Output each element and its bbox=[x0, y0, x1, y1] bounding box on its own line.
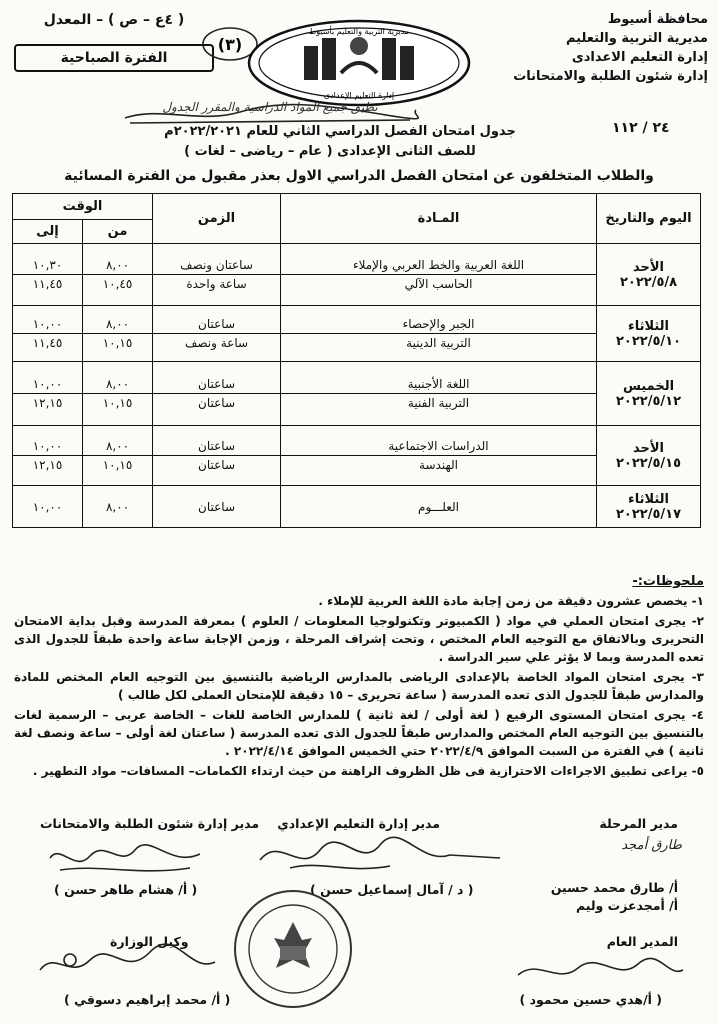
duration-value: ساعة واحدة bbox=[153, 274, 280, 293]
title-line-2: للصف الثانى الإعدادى ( عام – رياضى – لغات ) bbox=[184, 144, 476, 159]
note-item: ١- يخصص عشرون دقيقة من زمن إجابة مادة اللغة العربية للإملاء . bbox=[318, 594, 704, 608]
official-seal-icon bbox=[232, 888, 354, 1010]
undersecretary-name: ( أ/ محمد إبراهيم دسوقي ) bbox=[64, 992, 231, 1007]
to-cell bbox=[13, 244, 83, 306]
svg-text:إدارة التعليم الإعدادى: إدارة التعليم الإعدادى bbox=[323, 91, 395, 100]
to-value: ١٠,٠٠ bbox=[32, 377, 63, 391]
directorate-logo-icon bbox=[246, 18, 472, 108]
to-value: ١٠,٠٠ bbox=[32, 317, 63, 331]
day-date: ٢٠٢٢/٥/١٧ bbox=[615, 506, 682, 522]
dept-prep: إدارة التعليم الاعدادى bbox=[571, 50, 708, 65]
col-header-to: إلى bbox=[13, 220, 83, 244]
to-value: ١٠,٠٠ bbox=[32, 439, 63, 453]
duration-cell bbox=[153, 306, 281, 362]
from-value: ٨,٠٠ bbox=[105, 317, 130, 331]
duration-value: ساعتان bbox=[198, 499, 235, 514]
general-director-name: ( أ/هدي حسين محمود ) bbox=[519, 992, 662, 1007]
subject-value: اللغة العربية والخط العربي والإملاء bbox=[352, 258, 525, 272]
to-value: ١٢,١٥ bbox=[13, 393, 82, 412]
reference-number: ٢٤ / ١١٢ bbox=[612, 120, 670, 136]
from-value: ٨,٠٠ bbox=[105, 439, 130, 453]
duration-value: ساعتان ونصف bbox=[180, 258, 253, 272]
from-cell bbox=[83, 362, 153, 426]
notes-list bbox=[14, 592, 704, 782]
subject-value: التربية الدينية bbox=[281, 333, 596, 352]
from-value: ١٠,١٥ bbox=[83, 393, 152, 412]
day-cell bbox=[597, 486, 701, 528]
subject-value: اللغة الأجنبية bbox=[407, 377, 470, 391]
duration-value: ساعة ونصف bbox=[153, 333, 280, 352]
from-cell bbox=[83, 486, 153, 528]
subject-cell bbox=[281, 362, 597, 426]
governorate: محافظة أسيوط bbox=[607, 12, 708, 27]
subject-value: الهندسة bbox=[281, 455, 596, 474]
duration-cell bbox=[153, 362, 281, 426]
to-cell bbox=[13, 486, 83, 528]
duration-value: ساعتان bbox=[198, 377, 235, 391]
to-value: ١١,٤٥ bbox=[13, 333, 82, 352]
handwritten-note: تطبق جميع المواد الدراسية والمقرر الجدول bbox=[120, 98, 420, 128]
exam-schedule-table bbox=[12, 193, 701, 528]
day-cell bbox=[597, 244, 701, 306]
prep-director-title: مدير إدارة التعليم الإعدادي bbox=[277, 816, 440, 831]
day-name: الثلاثاء bbox=[628, 491, 669, 507]
col-header-subject: المـادة bbox=[281, 194, 597, 244]
from-value: ١٠,١٥ bbox=[83, 333, 152, 352]
subject-cell bbox=[281, 306, 597, 362]
subject-cell bbox=[281, 486, 597, 528]
from-value: ٨,٠٠ bbox=[105, 499, 130, 514]
duration-value: ساعتان bbox=[198, 439, 235, 453]
affairs-director-name: ( أ/ هشام طاهر حسن ) bbox=[54, 882, 198, 897]
duration-value: ساعتان bbox=[198, 317, 235, 331]
table-row bbox=[13, 426, 701, 486]
affairs-director-signature-icon bbox=[40, 838, 210, 883]
duration-cell bbox=[153, 426, 281, 486]
to-value: ١١,٤٥ bbox=[13, 274, 82, 293]
note-item: ٣- يجرى امتحان المواد الخاصة بالإعدادى الرياضى بالمدارس الرياضية بالتنسيق بين التوجيه العام المختص للمادة والمدارس طبقاً للجدول الذى تعده المدرسة ( ساعة تحريرى – ١٥ دقيقة للإمتحان العملى لكل طالب ) bbox=[14, 670, 704, 702]
from-value: ١٠,٤٥ bbox=[83, 274, 152, 293]
day-date: ٢٠٢٢/٥/٨ bbox=[619, 274, 678, 290]
notes-title: ملحوظات:- bbox=[632, 574, 704, 589]
title-line-1: جدول امتحان الفصل الدراسي الثاني للعام ٢٠٢٢/٢٠٢١م bbox=[164, 124, 516, 139]
col-header-from: من bbox=[83, 220, 153, 244]
stage-director-name-1: أ/ طارق محمد حسين bbox=[550, 880, 678, 895]
day-cell bbox=[597, 306, 701, 362]
subject-value: العلـــوم bbox=[418, 499, 459, 514]
note-item: ٢- يجرى امتحان العملي في مواد ( الكمبيوتر وتكنولوجيا المعلومات / العلوم ) بمعرفة المدرسة وقبل بداية الامتحان التحريرى وبالاتفاق مع التوجيه العام المختص ، وتحت إشراف المرحلة ، وزمن الإجابة ساعة واحدة طبقاً للجدول الذى تعده المدرسة وبما لا يؤثر علي سير الدراسة . bbox=[14, 614, 704, 664]
shift-label: الفترة الصباحية bbox=[14, 44, 214, 72]
day-name: الأحد bbox=[633, 440, 665, 456]
table-row bbox=[13, 244, 701, 306]
to-cell bbox=[13, 362, 83, 426]
issuer-header bbox=[488, 10, 708, 86]
from-value: ١٠,١٥ bbox=[83, 455, 152, 474]
undersecretary-signature-icon bbox=[30, 940, 220, 990]
stage-handwritten-signature: طارق أمجد bbox=[621, 838, 682, 853]
duration-cell bbox=[153, 244, 281, 306]
day-date: ٢٠٢٢/٥/١٥ bbox=[615, 455, 682, 471]
to-value: ١٠,٣٠ bbox=[32, 258, 63, 272]
day-cell bbox=[597, 426, 701, 486]
duration-value: ساعتان bbox=[153, 393, 280, 412]
general-director-title: المدير العام bbox=[606, 934, 678, 949]
day-cell bbox=[597, 362, 701, 426]
col-header-time: الوقت bbox=[13, 194, 153, 220]
subject-value: التربية الفنية bbox=[281, 393, 596, 412]
day-date: ٢٠٢٢/٥/١٢ bbox=[615, 393, 682, 409]
dept-affairs: إدارة شئون الطلبة والامتحانات bbox=[513, 69, 708, 84]
day-date: ٢٠٢٢/٥/١٠ bbox=[615, 333, 682, 349]
from-value: ٨,٠٠ bbox=[105, 377, 130, 391]
from-cell bbox=[83, 244, 153, 306]
from-value: ٨,٠٠ bbox=[105, 258, 130, 272]
day-name: الخميس bbox=[622, 378, 675, 394]
title-line-3: والطلاب المتخلفون عن امتحان الفصل الدراسي الاول بعذر مقبول من الفترة المسائية bbox=[64, 168, 654, 184]
general-director-signature-icon bbox=[508, 950, 688, 990]
to-cell bbox=[13, 426, 83, 486]
day-name: الثلاثاء bbox=[628, 318, 669, 334]
form-code: ( ٤ع – ص ) – المعدل bbox=[43, 12, 185, 28]
day-name: الأحد bbox=[633, 259, 665, 275]
duration-cell bbox=[153, 486, 281, 528]
subject-value: الدراسات الاجتماعية bbox=[388, 439, 489, 453]
undersecretary-title: وكيل الوزارة bbox=[110, 934, 189, 949]
col-header-day: اليوم والتاريخ bbox=[597, 194, 701, 244]
table-row bbox=[13, 306, 701, 362]
col-header-duration: الزمن bbox=[153, 194, 281, 244]
subject-cell bbox=[281, 426, 597, 486]
table-row bbox=[13, 486, 701, 528]
note-item: ٥- يراعى تطبيق الاجراءات الاحترازية فى ظل الظروف الراهنة من حيث ارتداء الكمامات– المسافات– مواد التطهير . bbox=[32, 764, 704, 778]
affairs-director-title: مدير إدارة شئون الطلبة والامتحانات bbox=[40, 816, 260, 831]
prep-director-signature-icon bbox=[250, 830, 510, 880]
from-cell bbox=[83, 426, 153, 486]
prep-director-name: ( د / آمال إسماعيل حسن ) bbox=[310, 882, 474, 897]
subject-value: الحاسب الآلي bbox=[281, 274, 596, 293]
table-row bbox=[13, 362, 701, 426]
directorate: مديرية التربية والتعليم bbox=[565, 31, 708, 46]
stage-director-title: مدير المرحلة bbox=[599, 816, 678, 831]
from-cell bbox=[83, 306, 153, 362]
subject-cell bbox=[281, 244, 597, 306]
to-value: ١٠,٠٠ bbox=[32, 499, 63, 514]
duration-value: ساعتان bbox=[153, 455, 280, 474]
to-value: ١٢,١٥ bbox=[13, 455, 82, 474]
page-mark-text: (٣) bbox=[217, 35, 243, 54]
note-item: ٤- يجرى امتحان المستوى الرفيع ( لغة أولى / لغة ثانية ) للمدارس الخاصة للغات – الخاصة عربى – الرسمية لغات بالتنسيق بين التوجيه العام المختص والمدارس طبقاً للجدول الذى تعده المدرسة ( ساعتان لغة أولى – ساعة ونصف لغة ثانية ) في الفترة من السبت الموافق ٢٠٢٢/٤/٩ حتي الخميس الموافق ٢٠٢٢/٤/١٤ . bbox=[14, 708, 704, 758]
to-cell bbox=[13, 306, 83, 362]
svg-text:مديرية التربية والتعليم بأسيوط: مديرية التربية والتعليم بأسيوط bbox=[308, 27, 410, 36]
form-code-block bbox=[14, 12, 214, 72]
subject-value: الجبر والإحصاء bbox=[402, 317, 475, 331]
stage-director-name-2: أ/ أمجدعزت وليم bbox=[575, 898, 678, 913]
